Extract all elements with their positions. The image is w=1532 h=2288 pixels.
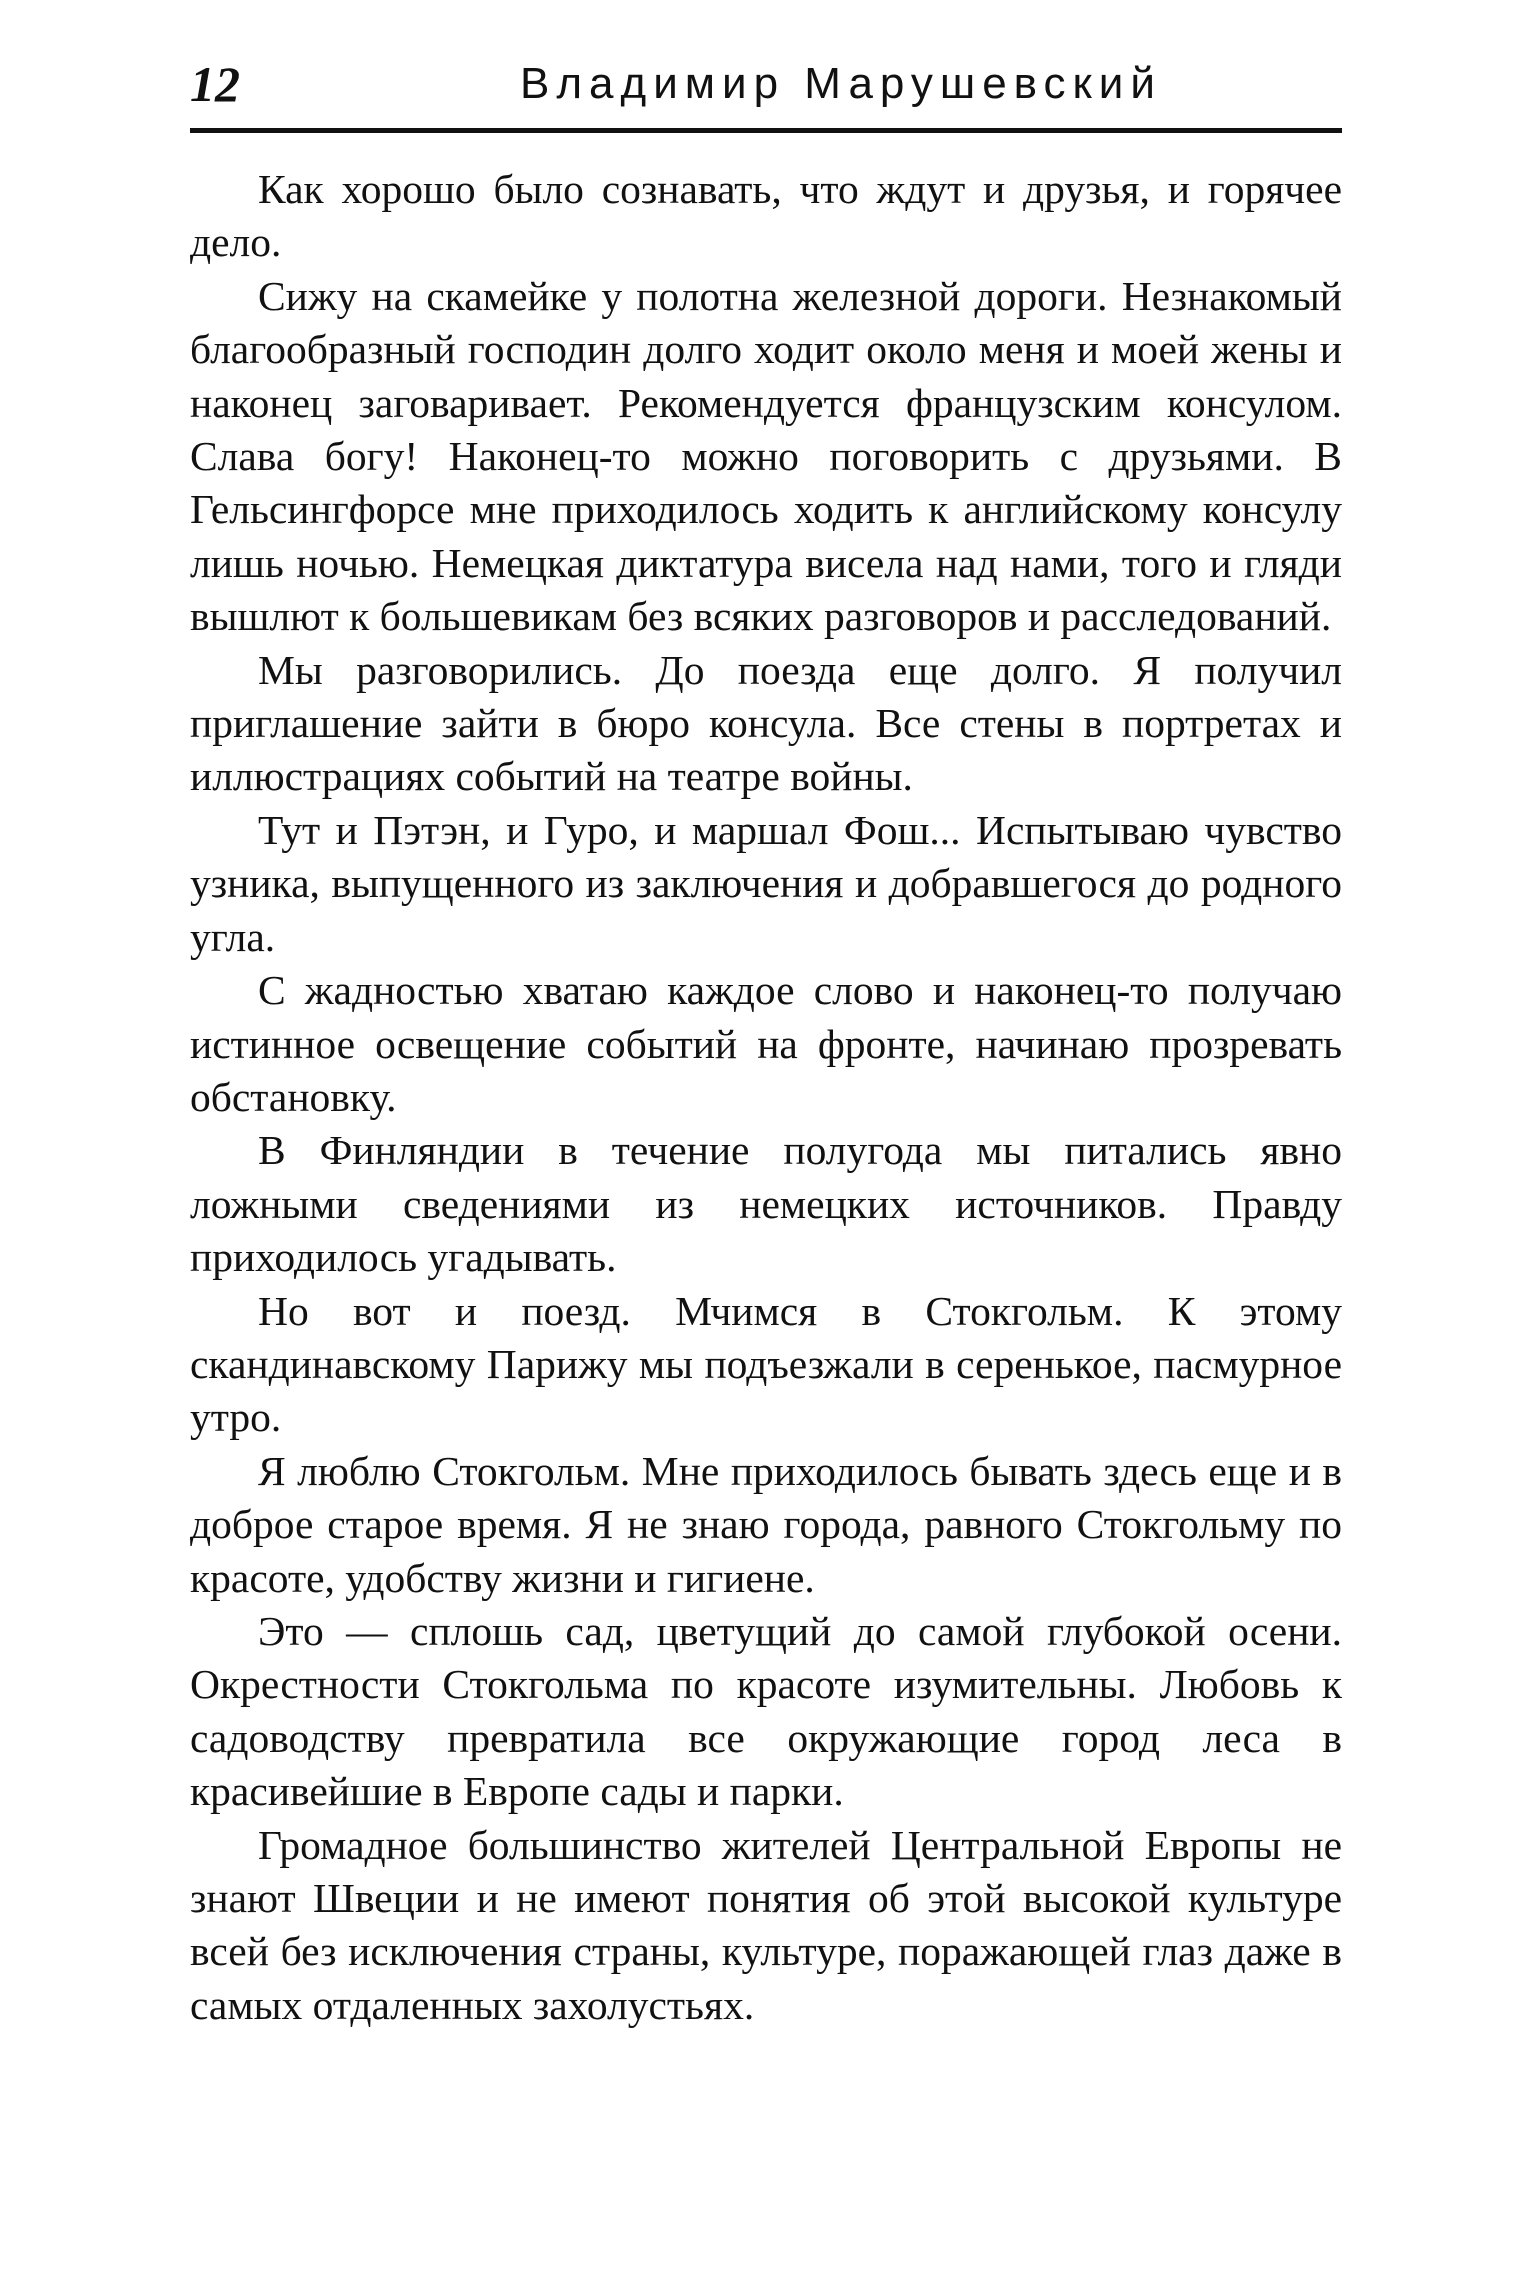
paragraph: С жадностью хватаю каждое слово и наконец-то получаю истинное освещение событий на фронте, начинаю прозревать обстановку. [190, 967, 1342, 1120]
running-head [190, 50, 1342, 133]
paragraph: Это — сплошь сад, цветущий до самой глубокой осени. Окрестности Стокгольма по красоте изумительны. Любовь к садоводству превратила все окружающие город леса в красивейшие в Европе сады и парки. [190, 1607, 1342, 1815]
paragraph: Но вот и поезд. Мчимся в Стокгольм. К этому скандинавскому Парижу мы подъезжали в серенькое, пасмурное утро. [190, 1287, 1342, 1441]
paragraph: Как хорошо было сознавать, что ждут и друзья, и горячее дело. [190, 166, 1342, 266]
paragraph: Сижу на скамейке у полотна железной дороги. Незнакомый благообразный господин долго ходит около меня и моей жены и наконец заговаривает. Рекомендуется французским консулом. Слава богу! Наконец-то можно поговорить с друзьями. В Гельсингфорсе мне приходилось ходить к английскому консулу лишь ночью. Немецкая диктатура висела над нами, того и гляди вышлют к большевикам без всяких разговоров и расследований. [190, 272, 1342, 640]
paragraph: Мы разговорились. До поезда еще долго. Я получил приглашение зайти в бюро консула. Все стены в портретах и иллюстрациях событий на театре войны. [190, 646, 1342, 800]
book-page [190, 50, 1342, 2032]
paragraph: Я люблю Стокгольм. Мне приходилось бывать здесь еще и в доброе старое время. Я не знаю города, равного Стокгольму по красоте, удобству жизни и гигиене. [190, 1447, 1342, 1601]
paragraph: Громадное большинство жителей Центральной Европы не знают Швеции и не имеют понятия об этой высокой культуре всей без исключения страны, культуре, поражающей глаз даже в самых отдаленных захолустьях. [190, 1821, 1342, 2028]
running-head-author: Владимир Марушевский [520, 59, 1162, 108]
body-text [190, 163, 1342, 2032]
paragraph: Тут и Пэтэн, и Гуро, и маршал Фош... Испытываю чувство узника, выпущенного из заключения и добравшегося до родного угла. [190, 806, 1342, 960]
paragraph: В Финляндии в течение полугода мы питались явно ложными сведениями из немецких источников. Правду приходилось угадывать. [190, 1127, 1342, 1281]
page-number: 12 [190, 56, 240, 112]
